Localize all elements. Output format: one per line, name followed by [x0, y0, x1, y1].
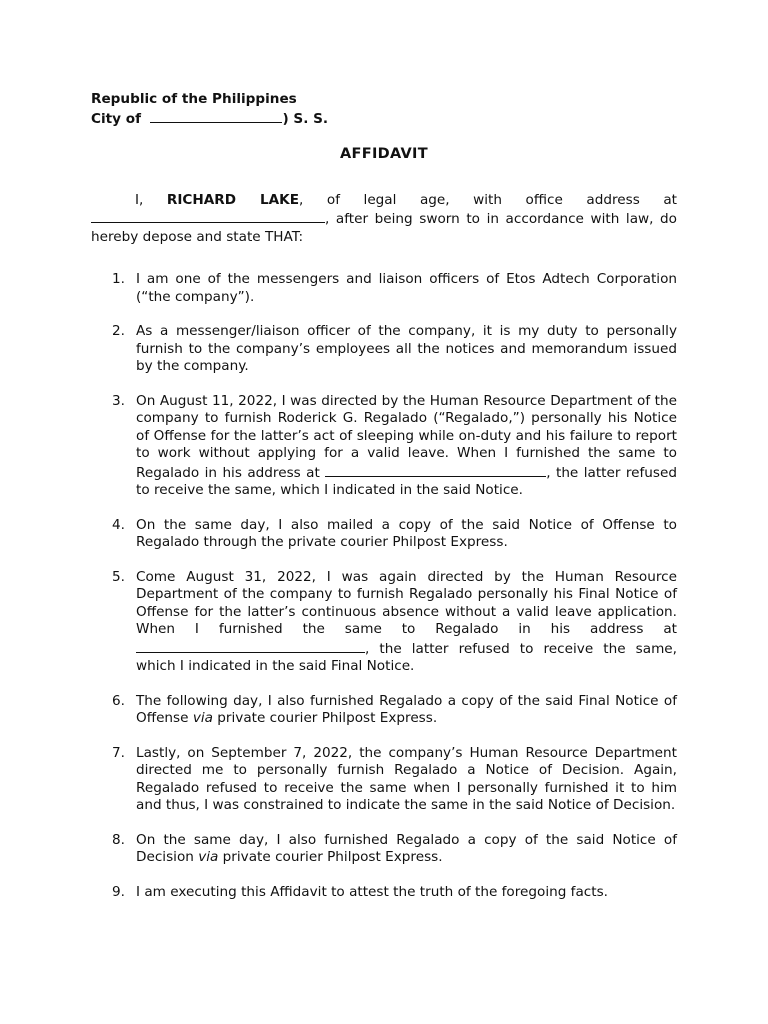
paragraph-number: 2.: [112, 323, 125, 339]
address-blank-field: [136, 639, 365, 653]
paragraph-number: 8.: [112, 831, 125, 848]
paragraph-number: 1.: [112, 271, 125, 287]
affiant-name: RICHARD LAKE: [166, 191, 300, 208]
paragraph-text: Come August 31, 2022, I was again directed by the Human Resource Department of the company to furnish Regalado personally his Final Notice of Offense for the latter’s continuous absence without a valid leave application. When I furnished the same to Regalado in his address at: [136, 568, 677, 637]
intro-text: , of legal age, with office address at: [299, 191, 678, 208]
paragraph-text: The following day, I also furnished Regalado a copy of the said Final Notice of Offense: [136, 692, 677, 726]
paragraph-6: [91, 693, 677, 728]
paragraph-text: Lastly, on September 7, 2022, the company’s Human Resource Department directed me to personally furnish Regalado a Notice of Decision. Again, Regalado refused to receive the same when I personally furnished it to him and thus, I was constrained to indicate the same in the said Notice of Decision.: [136, 744, 677, 813]
paragraph-text: I am one of the messengers and liaison officers of Etos Adtech Corporation (“the company”).: [136, 271, 677, 305]
paragraph-text-cont: private courier Philpost Express.: [212, 710, 438, 726]
intro-pronoun: I,: [135, 191, 167, 208]
paragraph-8: [91, 832, 677, 867]
paragraph-5: [91, 569, 677, 676]
paragraph-number: 7.: [112, 744, 125, 761]
venue-suffix: ) S. S.: [282, 110, 329, 127]
intro-text-cont: , after being sworn to in accordance with law, do hereby depose and state THAT:: [91, 211, 677, 245]
paragraph-2: [91, 323, 677, 376]
city-venue-line: [91, 109, 677, 129]
intro-paragraph: [91, 192, 677, 247]
paragraph-number: 6.: [112, 692, 125, 709]
paragraph-7: [91, 745, 677, 815]
paragraph-number: 3.: [112, 392, 125, 409]
paragraph-text-cont: , the latter refused to receive the same, which I indicated in the said Notice.: [136, 464, 677, 498]
affidavit-document: [91, 91, 677, 918]
paragraph-1: [91, 271, 677, 306]
paragraph-text: I am executing this Affidavit to attest the truth of the foregoing facts.: [136, 883, 609, 900]
document-title: AFFIDAVIT: [340, 146, 428, 162]
paragraph-9: [91, 884, 677, 902]
paragraph-text: On the same day, I also mailed a copy of the said Notice of Offense to Regalado through the private courier Philpost Express.: [136, 516, 677, 550]
italic-via: via: [192, 710, 213, 726]
paragraph-text: On the same day, I also furnished Regalado a copy of the said Notice of Decision: [136, 831, 677, 865]
city-prefix: City of: [91, 110, 146, 127]
republic-heading: Republic of the Philippines: [91, 91, 297, 107]
paragraph-text: On August 11, 2022, I was directed by the Human Resource Department of the company to furnish Roderick G. Regalado (“Regalado,”) personally his Notice of Offense for the latter’s act of sleeping while on-duty and his failure to report to work without applying for a valid leave. When I furnished the same to Regalado in his address at: [136, 392, 677, 481]
paragraph-text-cont: , the latter refused to receive the same, which I indicated in the said Final Notice.: [136, 640, 677, 674]
paragraph-text: As a messenger/liaison officer of the company, it is my duty to personally furnish to the company’s employees all the notices and memorandum issued by the company.: [136, 323, 677, 374]
address-blank-field: [325, 463, 546, 477]
numbered-paragraphs: [91, 271, 677, 901]
paragraph-text-cont: private courier Philpost Express.: [218, 849, 443, 865]
city-blank-field: [150, 109, 282, 123]
office-address-blank: [91, 209, 325, 223]
paragraph-number: 4.: [112, 516, 125, 533]
paragraph-number: 9.: [112, 883, 125, 900]
paragraph-number: 5.: [112, 568, 125, 585]
italic-via: via: [198, 849, 219, 865]
paragraph-3: [91, 393, 677, 500]
paragraph-4: [91, 517, 677, 552]
